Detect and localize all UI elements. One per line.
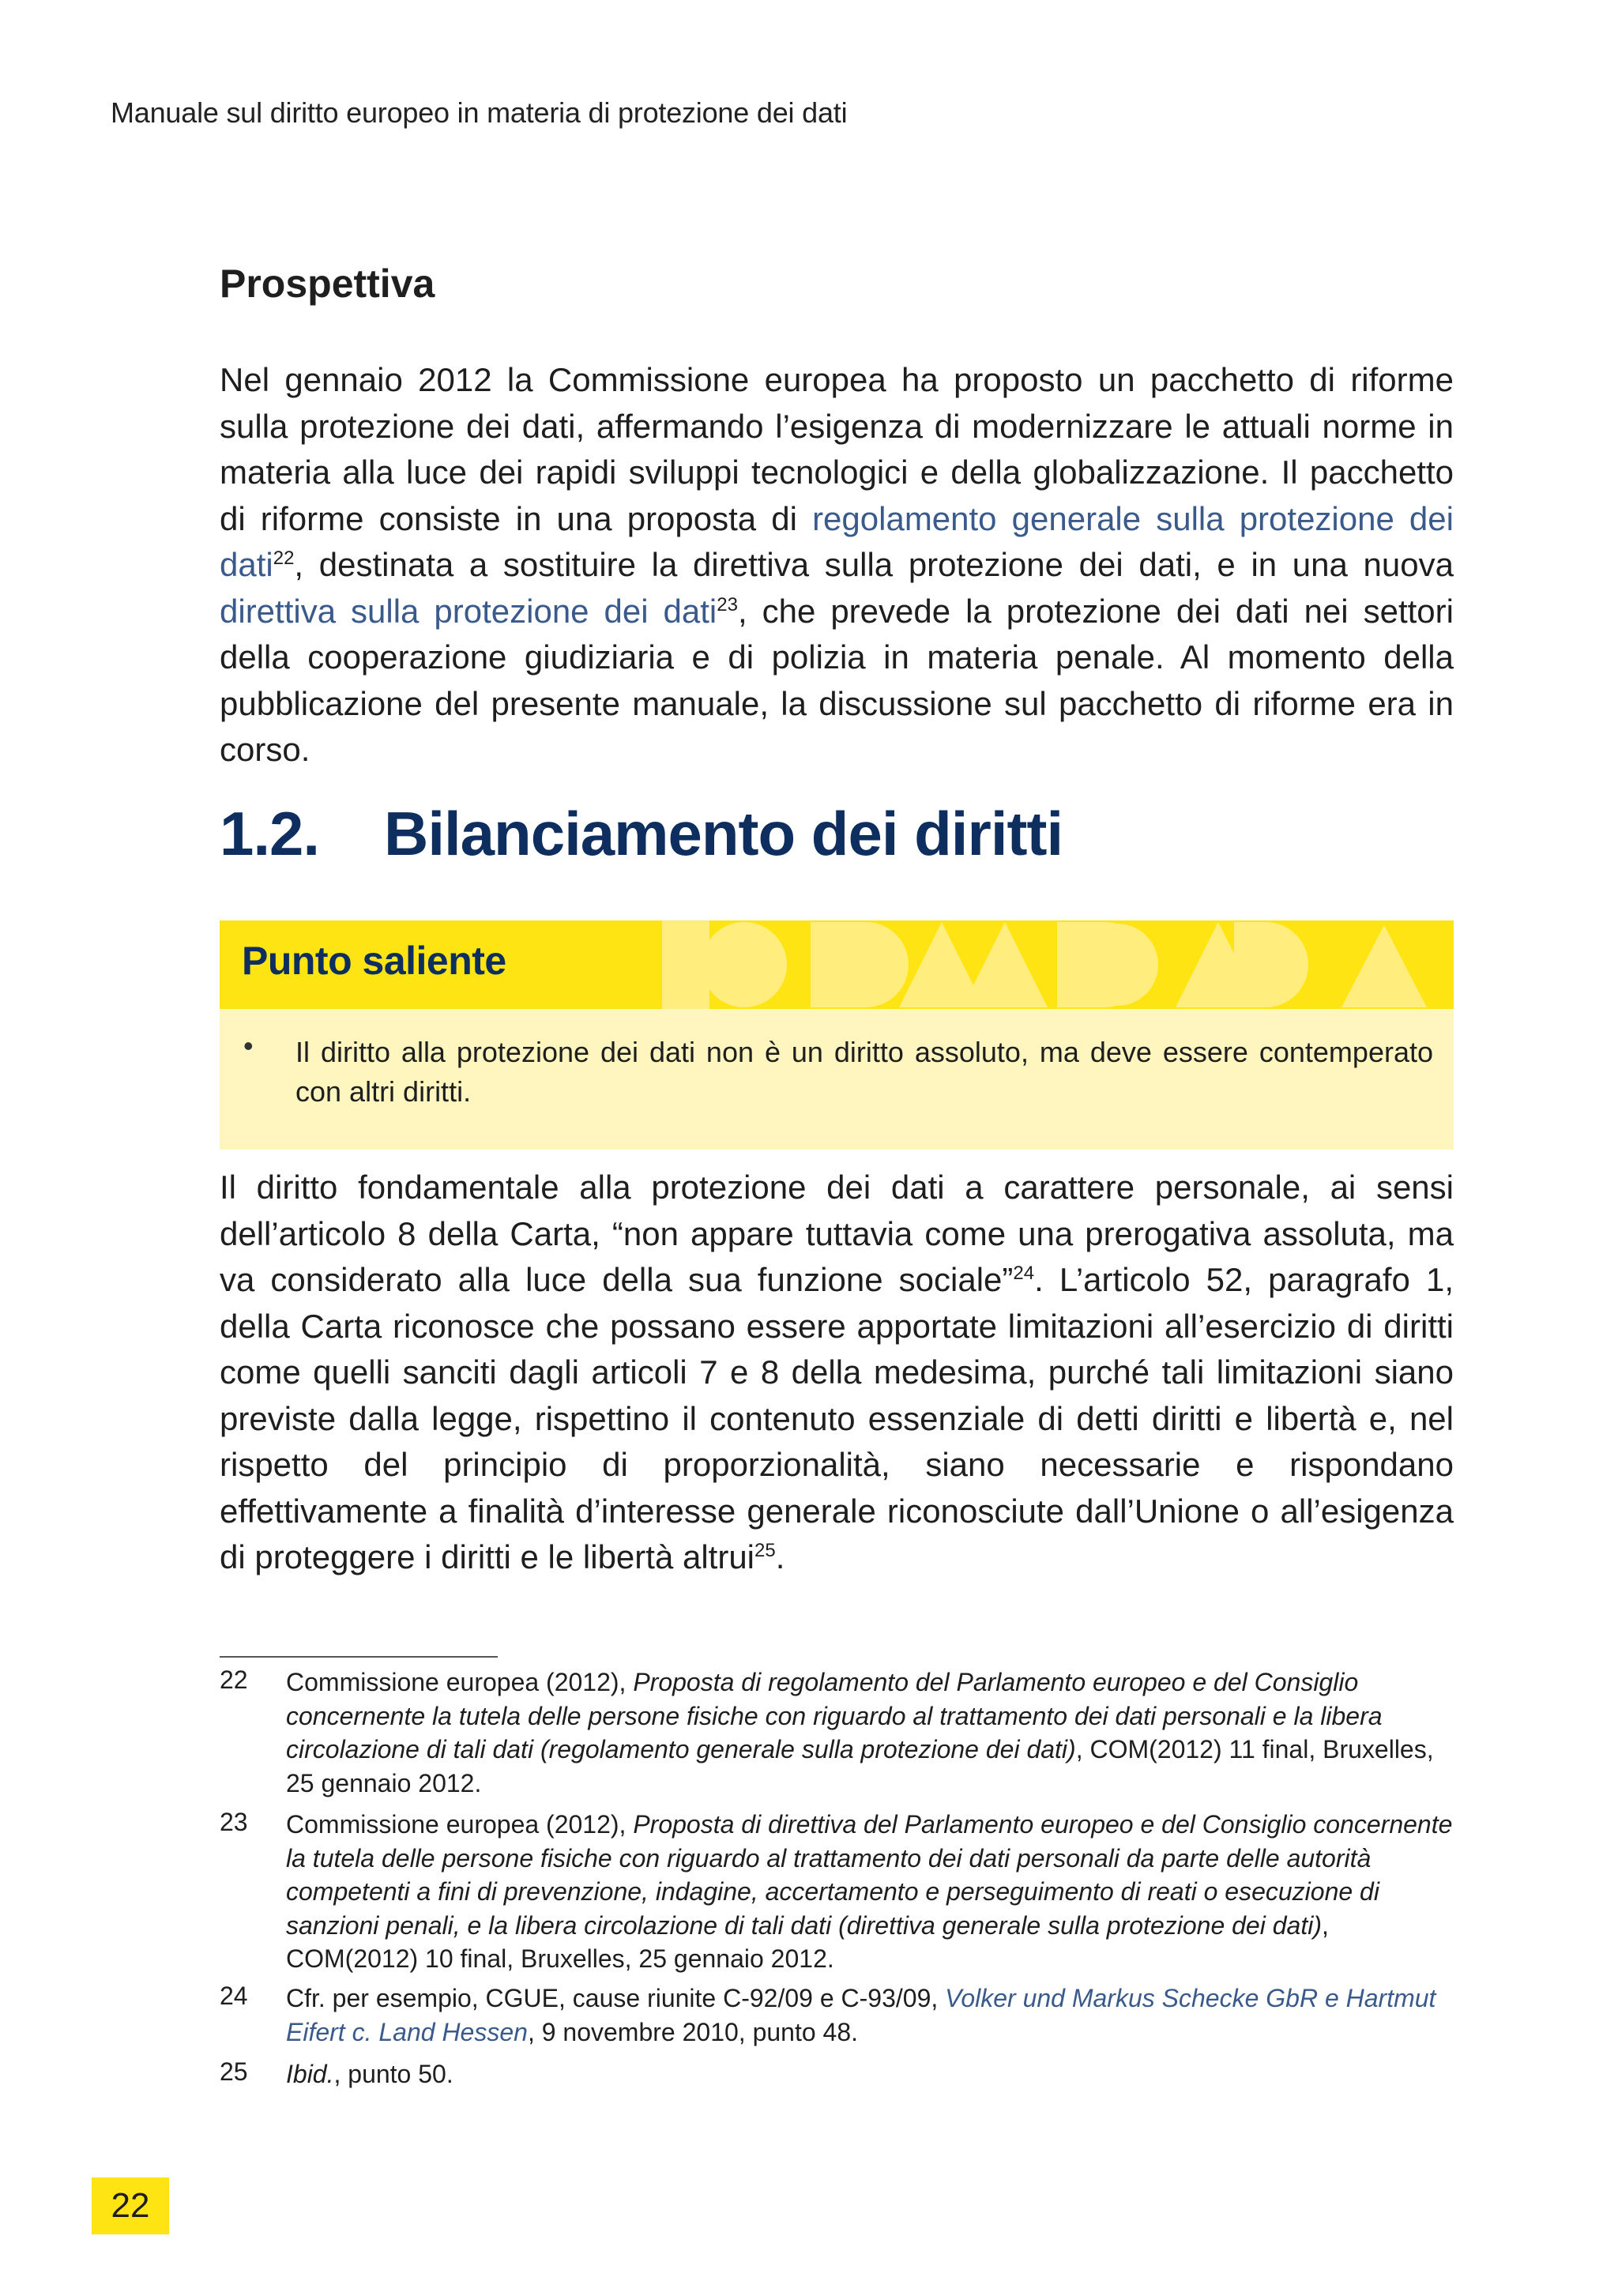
chapter-number: 1.2. (220, 799, 320, 868)
page-number: 22 (92, 2177, 169, 2234)
footnote-number: 25 (220, 2057, 248, 2086)
footnote-number: 22 (220, 1666, 248, 1694)
key-points-header (220, 920, 1454, 1009)
footnote-number: 24 (220, 1982, 248, 2010)
footnote-number: 23 (220, 1808, 248, 1836)
bullet-icon: • (243, 1029, 254, 1062)
key-point-item: Il diritto alla protezione dei dati non è un diritto assoluto, ma deve essere contemperato con altri diritti. (295, 1036, 1433, 1108)
case-link[interactable]: Volker und Markus Schecke GbR e Hartmut Eifert c. Land Hessen (286, 1984, 1436, 2046)
decorative-shapes-icon (662, 920, 1454, 1009)
regulation-link[interactable]: regolamento generale sulla protezione dei dati (220, 499, 1454, 583)
footnote-ref[interactable]: 23 (717, 593, 738, 615)
key-points-box (220, 920, 1454, 1150)
chapter-heading (220, 798, 1063, 870)
paragraph-text: . (775, 1538, 785, 1575)
key-points-title: Punto saliente (242, 939, 506, 983)
paragraph-text: . L’articolo 52, paragrafo 1, della Carta riconosce che possano essere apportate limitazioni all’esercizio di diritti come quelli sanciti dagli articoli 7 e 8 della medesima, purché tali limitazioni siano previste dalla legge, rispettino il contenuto essenziale di detti diritti e libertà e, nel rispetto del principio di proporzionalità, siano necessarie e rispondano effettivamente a finalità d’interesse generale riconosciute dall’Unione o all’esigenza di proteggere i diritti e le libertà altrui (220, 1261, 1454, 1575)
running-header: Manuale sul diritto europeo in materia di protezione dei dati (111, 96, 848, 129)
footnote-text: Commissione europea (2012), Proposta di direttiva del Parlamento europeo e del Consiglio concernente la tutela delle persone fisiche con riguardo al trattamento dei dati personali da parte delle autorità competenti a fini di prevenzione, indagine, accertamento e perseguimento di reati o esecuzione di sanzioni penali, e la libera circolazione di tali dati (direttiva generale sulla protezione dei dati), COM(2012) 10 final, Bruxelles, 25 gennaio 2012. (286, 1810, 1453, 1973)
paragraph-text: , destinata a sostituire la direttiva sulla protezione dei dati, e in una nuova (294, 546, 1454, 583)
footnote-text: Commissione europea (2012), Proposta di regolamento del Parlamento europeo e del Consiglio concernente la tutela delle persone fisiche con riguardo al trattamento dei dati personali e la libera circolazione di tali dati (regolamento generale sulla protezione dei dati), COM(2012) 11 final, Bruxelles, 25 gennaio 2012. (286, 1668, 1434, 1797)
footnote-text: Ibid., punto 50. (286, 2060, 453, 2088)
paragraph-text: Il diritto fondamentale alla protezione dei dati a carattere personale, ai sensi dell’articolo 8 della Carta, “non appare tuttavia come una prerogativa assoluta, ma va considerato alla luce della sua funzione sociale” (220, 1169, 1454, 1298)
main-paragraph (220, 1165, 1454, 1581)
section-heading: Prospettiva (220, 262, 435, 306)
directive-link[interactable]: direttiva sulla protezione dei dati (220, 592, 717, 630)
footnote-text: Cfr. per esempio, CGUE, cause riunite C-92/09 e C-93/09, Volker und Markus Schecke GbR e Hartmut Eifert c. Land Hessen, 9 novembre 2010, punto 48. (286, 1984, 1436, 2046)
footnote-ref[interactable]: 22 (273, 548, 295, 569)
footnote-divider (220, 1656, 498, 1658)
paragraph-text: Nel gennaio 2012 la Commissione europea ha proposto un pacchetto di riforme sulla protezione dei dati, affermando l’esigenza di modernizzare le attuali norme in materia alla luce dei rapidi sviluppi tecnologici e della globalizzazione. Il pacchetto di riforme consiste in una proposta di (220, 361, 1454, 537)
paragraph-text: , che prevede la protezione dei dati nei settori della cooperazione giudiziaria e di polizia in materia penale. Al momento della pubblicazione del presente manuale, la discussione sul pacchetto di riforme era in corso. (220, 592, 1454, 768)
chapter-title: Bilanciamento dei diritti (384, 799, 1063, 868)
footnote-ref[interactable]: 25 (754, 1540, 776, 1561)
footnote-ref[interactable]: 24 (1013, 1263, 1035, 1284)
prospettiva-paragraph (220, 357, 1454, 773)
